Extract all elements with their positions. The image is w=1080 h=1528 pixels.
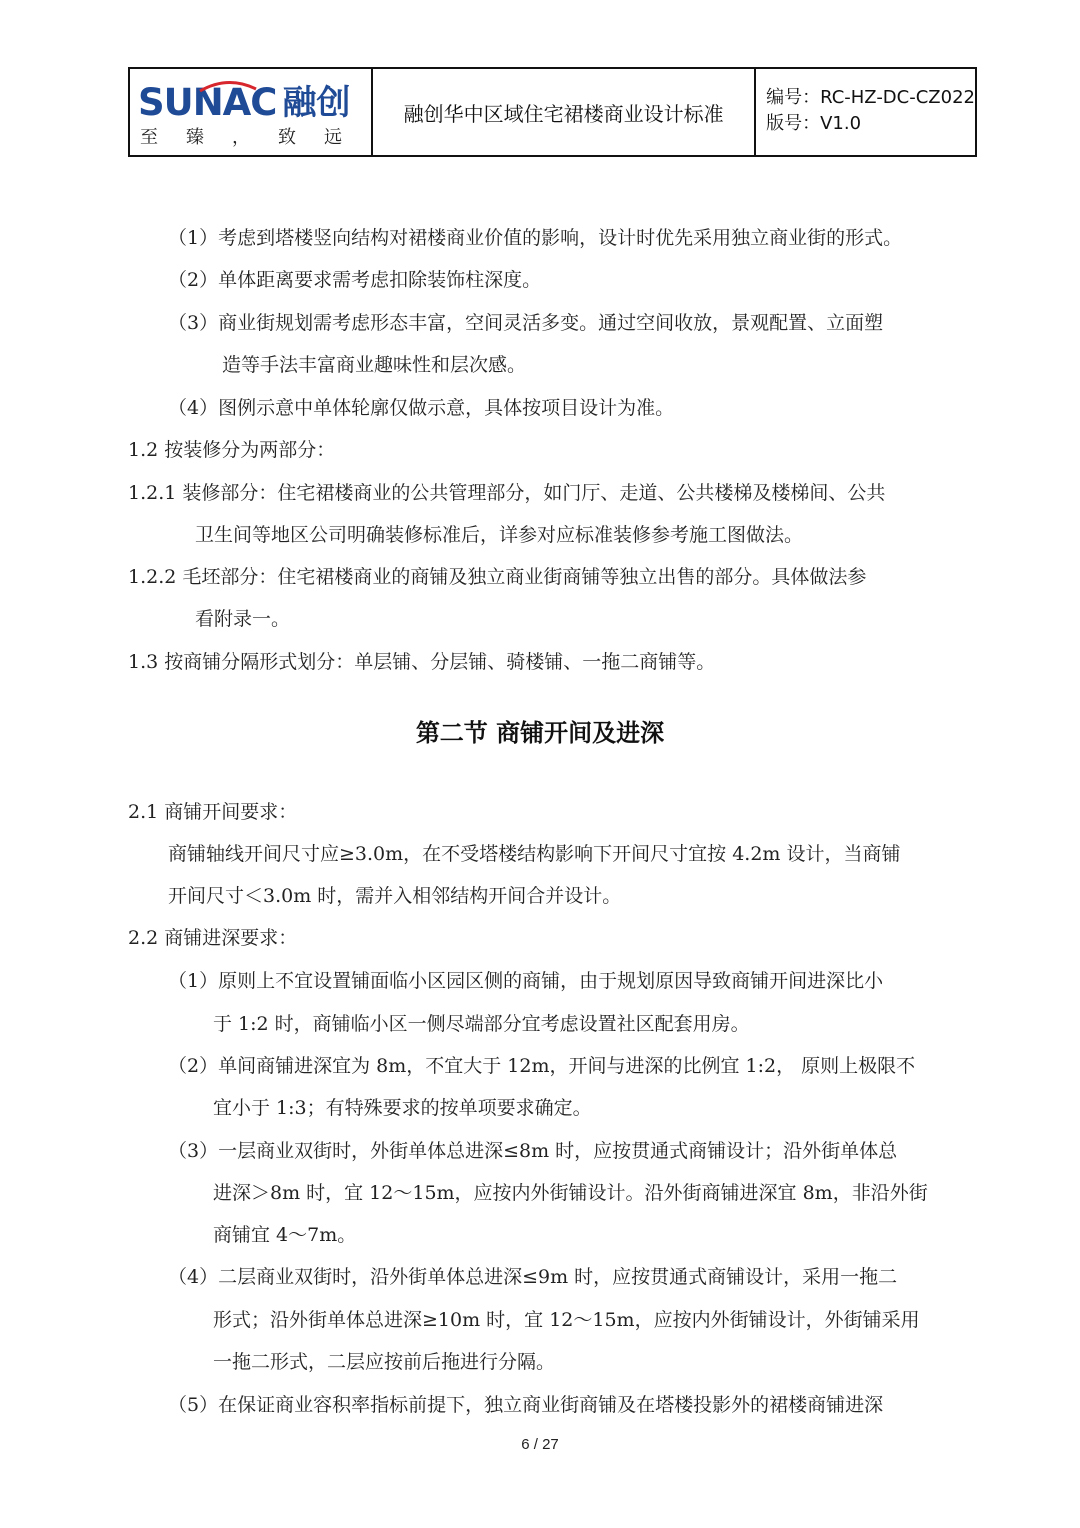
body-line: 看附录一。 <box>195 608 291 630</box>
body-line: （1）考虑到塔楼竖向结构对裙楼商业价值的影响，设计时优先采用独立商业街的形式。 <box>168 227 903 249</box>
body-line: 1.2.2 毛坯部分：住宅裙楼商业的商铺及独立商业街商铺等独立出售的部分。具体做法参 <box>128 566 867 588</box>
body-line: 一拖二形式，二层应按前后拖进行分隔。 <box>213 1351 556 1373</box>
page-number: 6 / 27 <box>521 1436 559 1453</box>
document-title: 融创华中区域住宅裙楼商业设计标准 <box>403 101 724 126</box>
body-line: （3）一层商业双街时，外街单体总进深≤8m 时，应按贯通式商铺设计；沿外街单体总 <box>168 1140 898 1162</box>
document-code: 编号：RC-HZ-DC-CZ022 <box>766 87 975 108</box>
logo-swoosh-icon <box>198 79 258 93</box>
body-line: 造等手法丰富商业趣味性和层次感。 <box>222 354 527 376</box>
document-version: 版号：V1.0 <box>766 113 862 134</box>
body-line: （2）单体距离要求需考虑扣除装饰柱深度。 <box>168 269 542 291</box>
logo-text-en: SUNAC <box>138 81 277 124</box>
logo-slogan: 至臻，致远 <box>140 127 370 148</box>
body-line: 1.2.1 装修部分：住宅裙楼商业的公共管理部分，如门厅、走道、公共楼梯及楼梯间、公共 <box>128 482 886 504</box>
body-line: （5）在保证商业容积率指标前提下，独立商业街商铺及在塔楼投影外的裙楼商铺进深 <box>168 1394 884 1416</box>
logo-cell <box>130 69 373 155</box>
body-line: （4）图例示意中单体轮廓仅做示意，具体按项目设计为准。 <box>168 397 675 419</box>
body-line: 2.2 商铺进深要求： <box>128 927 298 949</box>
body-line: 1.2 按装修分为两部分： <box>128 439 336 461</box>
body-line: 商铺轴线开间尺寸应≥3.0m，在不受塔楼结构影响下开间尺寸宜按 4.2m 设计，当商铺 <box>168 843 901 865</box>
body-line: （2）单间商铺进深宜为 8m，不宜大于 12m，开间与进深的比例宜 1:2， 原则上极限不 <box>168 1055 916 1077</box>
header-code-cell <box>756 69 975 155</box>
body-line: 进深＞8m 时，宜 12～15m，应按内外街铺设计。沿外街商铺进深宜 8m，非沿外街 <box>213 1182 928 1204</box>
body-line: 卫生间等地区公司明确装修标准后，详参对应标准装修参考施工图做法。 <box>195 524 804 546</box>
body-line: 1.3 按商铺分隔形式划分：单层铺、分层铺、骑楼铺、一拖二商铺等。 <box>128 651 716 673</box>
body-line: （3）商业街规划需考虑形态丰富，空间灵活多变。通过空间收放，景观配置、立面塑 <box>168 312 884 334</box>
body-line: 商铺宜 4～7m。 <box>213 1224 357 1246</box>
body-line: 2.1 商铺开间要求： <box>128 801 298 823</box>
body-line: 开间尺寸＜3.0m 时，需并入相邻结构开间合并设计。 <box>168 885 622 907</box>
section-title: 第二节 商铺开间及进深 <box>415 719 665 747</box>
document-header <box>128 67 977 157</box>
body-line: （4）二层商业双街时，沿外街单体总进深≤9m 时，应按贯通式商铺设计，采用一拖二 <box>168 1266 898 1288</box>
logo-text-cn: 融创 <box>282 83 351 123</box>
body-line: （1）原则上不宜设置铺面临小区园区侧的商铺，由于规划原因导致商铺开间进深比小 <box>168 970 884 992</box>
body-line: 形式；沿外街单体总进深≥10m 时，宜 12～15m，应按内外街铺设计，外街铺采用 <box>213 1309 920 1331</box>
body-line: 宜小于 1:3；有特殊要求的按单项要求确定。 <box>213 1097 592 1119</box>
header-title-cell <box>373 69 756 155</box>
body-line: 于 1:2 时，商铺临小区一侧尽端部分宜考虑设置社区配套用房。 <box>213 1013 750 1035</box>
